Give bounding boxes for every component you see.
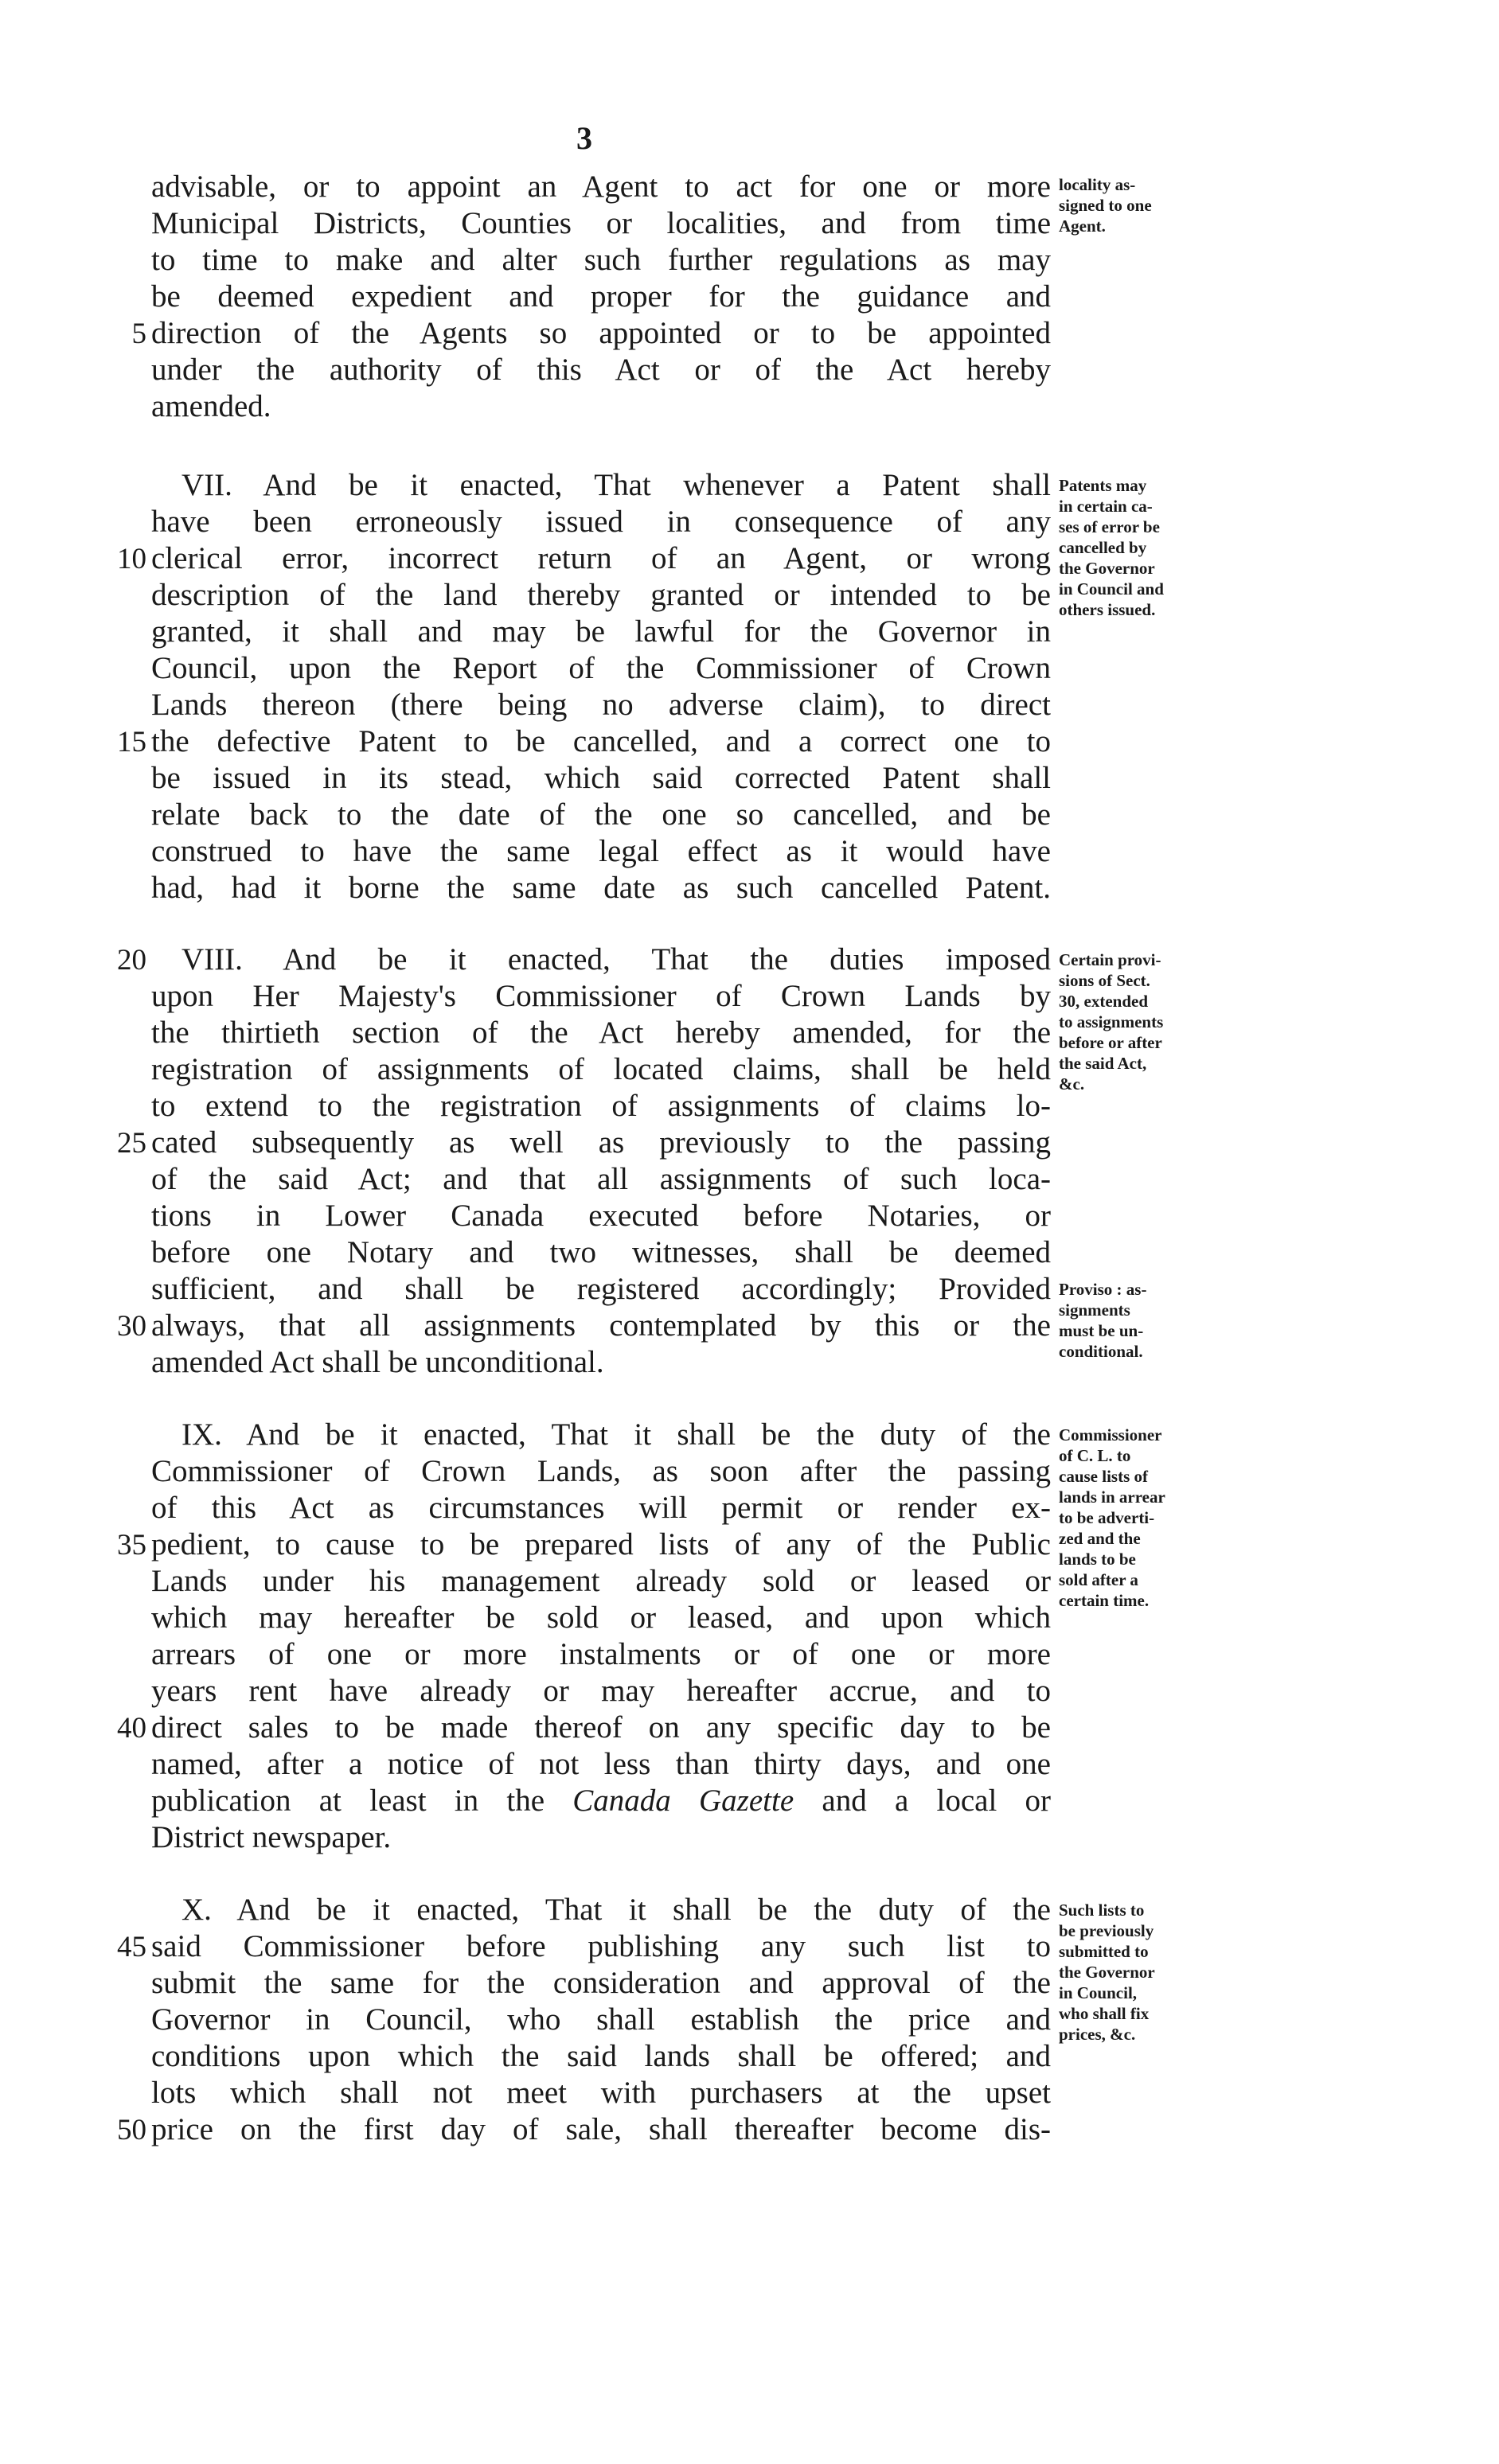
line-number: 25 xyxy=(117,1127,146,1160)
marginal-note-line: in Council and xyxy=(1059,579,1164,598)
text-line: direction of the Agents so appointed or to be appointed xyxy=(151,316,1051,350)
text-line: Governor in Council, who shall establish the price and xyxy=(151,2002,1051,2037)
text-line: District newspaper. xyxy=(151,1820,392,1854)
marginal-note-line: &c. xyxy=(1059,1074,1085,1094)
line-number: 5 xyxy=(131,318,146,350)
text-line: before one Notary and two witnesses, shall be deemed xyxy=(151,1235,1051,1269)
marginal-note-line: the Governor xyxy=(1059,1963,1155,1982)
marginal-note-line: lands to be xyxy=(1059,1550,1136,1569)
marginal-note-line: to assignments xyxy=(1059,1012,1164,1031)
marginal-note-line: who shall fix xyxy=(1059,2004,1150,2023)
marginal-note-line: before or after xyxy=(1059,1033,1162,1052)
text-line: amended. xyxy=(151,389,271,423)
text-line: be issued in its stead, which said corrected Patent shall xyxy=(151,761,1051,795)
text-line: Lands under his management already sold or leased or xyxy=(151,1564,1051,1598)
text-line: have been erroneously issued in consequence of any xyxy=(151,505,1051,539)
text-line: arrears of one or more instalments or of one or more xyxy=(151,1637,1051,1671)
text-line: cated subsequently as well as previously to the passing xyxy=(151,1125,1051,1160)
marginal-note-line: be previously xyxy=(1059,1921,1154,1940)
text-run: and a local or xyxy=(822,1784,1052,1818)
text-line: said Commissioner before publishing any such list to xyxy=(151,1929,1051,1963)
text-line: conditions upon which the said lands shall be offered; and xyxy=(151,2039,1051,2073)
text-line: which may hereafter be sold or leased, and upon which xyxy=(151,1600,1051,1635)
marginal-note-line: cancelled by xyxy=(1059,538,1147,557)
text-line: granted, it shall and may be lawful for the Governor in xyxy=(151,614,1051,649)
text-line: sufficient, and shall be registered accordingly; Provided xyxy=(151,1272,1051,1306)
text-line: advisable, or to appoint an Agent to act for one or more xyxy=(151,170,1051,204)
text-line: named, after a notice of not less than thirty days, and one xyxy=(151,1747,1051,1781)
marginal-note-line: sions of Sect. xyxy=(1059,971,1150,990)
line-number: 20 xyxy=(117,944,146,977)
text-line: under the authority of this Act or of the Act hereby xyxy=(151,353,1051,387)
marginal-note-line: the said Act, xyxy=(1059,1054,1147,1073)
text-line: of this Act as circumstances will permit or render ex- xyxy=(151,1491,1051,1525)
text-line: be deemed expedient and proper for the guidance and xyxy=(151,279,1051,314)
text-line: relate back to the date of the one so cancelled, and be xyxy=(151,797,1051,832)
text-line: VIII. And be it enacted, That the duties imposed xyxy=(182,942,1051,977)
marginal-note-line: submitted to xyxy=(1059,1942,1149,1961)
line-number: 50 xyxy=(117,2114,146,2146)
text-line: Municipal Districts, Counties or localities, and from time xyxy=(151,206,1051,240)
marginal-note-line: 30, extended xyxy=(1059,992,1148,1011)
text-line xyxy=(151,1785,1051,1816)
marginal-note-line: prices, &c. xyxy=(1059,2025,1136,2044)
marginal-note-line: lands in arrear xyxy=(1059,1487,1165,1507)
marginal-note-line: cause lists of xyxy=(1059,1467,1148,1486)
text-line: IX. And be it enacted, That it shall be the duty of the xyxy=(182,1417,1051,1452)
marginal-note-line: Proviso : as- xyxy=(1059,1280,1147,1299)
text-line: direct sales to be made thereof on any specific day to be xyxy=(151,1710,1051,1745)
line-number: 35 xyxy=(117,1529,146,1561)
text-line: of the said Act; and that all assignments of such loca- xyxy=(151,1162,1051,1196)
text-line: tions in Lower Canada executed before Notaries, or xyxy=(151,1199,1051,1233)
marginal-note-line: others issued. xyxy=(1059,600,1156,619)
marginal-note-line: Certain provi- xyxy=(1059,950,1161,969)
text-line: the thirtieth section of the Act hereby amended, for the xyxy=(151,1016,1051,1050)
line-number: 15 xyxy=(117,726,146,758)
text-line: had, had it borne the same date as such cancelled Patent. xyxy=(151,871,1051,905)
marginal-note-line: of C. L. to xyxy=(1059,1446,1131,1465)
text-line: submit the same for the consideration and approval of the xyxy=(151,1966,1051,2000)
marginal-note-line: zed and the xyxy=(1059,1529,1141,1548)
text-line: price on the first day of sale, shall thereafter become dis- xyxy=(151,2112,1051,2146)
text-run: publication at least in the xyxy=(151,1784,545,1818)
newspaper-title: Canada Gazette xyxy=(572,1784,794,1818)
marginal-note-line: the Governor xyxy=(1059,559,1155,578)
marginal-note-line: Patents may xyxy=(1059,476,1147,495)
marginal-note-line: locality as- xyxy=(1059,175,1136,194)
text-line: years rent have already or may hereafter accrue, and to xyxy=(151,1674,1051,1708)
marginal-note-line: to be adverti- xyxy=(1059,1508,1155,1527)
marginal-note-line: must be un- xyxy=(1059,1321,1144,1340)
marginal-note-line: Such lists to xyxy=(1059,1901,1145,1920)
marginal-note-line: ses of error be xyxy=(1059,517,1160,536)
text-line: Lands thereon (there being no adverse claim), to direct xyxy=(151,688,1051,722)
text-line: Council, upon the Report of the Commissioner of Crown xyxy=(151,651,1051,685)
marginal-note-line: Commissioner xyxy=(1059,1425,1162,1444)
marginal-note-line: signed to one xyxy=(1059,196,1152,215)
text-line: the defective Patent to be cancelled, and a correct one to xyxy=(151,724,1051,758)
text-line: construed to have the same legal effect as it would have xyxy=(151,834,1051,868)
text-line: X. And be it enacted, That it shall be the duty of the xyxy=(182,1893,1051,1927)
line-number: 45 xyxy=(117,1931,146,1963)
marginal-note-line: signments xyxy=(1059,1300,1130,1320)
text-line: Commissioner of Crown Lands, as soon after the passing xyxy=(151,1454,1051,1488)
line-number: 30 xyxy=(117,1310,146,1343)
text-line: VII. And be it enacted, That whenever a Patent shall xyxy=(182,468,1051,502)
text-line: clerical error, incorrect return of an Agent, or wrong xyxy=(151,541,1051,575)
marginal-note-line: in certain ca- xyxy=(1059,497,1153,516)
marginal-note-line: conditional. xyxy=(1059,1342,1143,1361)
marginal-note-line: sold after a xyxy=(1059,1570,1138,1589)
text-line: lots which shall not meet with purchasers at the upset xyxy=(151,2076,1051,2110)
line-number: 10 xyxy=(117,543,146,575)
text-line: registration of assignments of located claims, shall be held xyxy=(151,1052,1051,1086)
marginal-note-line: certain time. xyxy=(1059,1591,1150,1610)
marginal-note-line: Agent. xyxy=(1059,216,1106,236)
text-line: to extend to the registration of assignments of claims lo- xyxy=(151,1089,1051,1123)
line-number: 40 xyxy=(117,1712,146,1745)
page-number: 3 xyxy=(576,120,592,156)
text-line: upon Her Majesty's Commissioner of Crown Lands by xyxy=(151,979,1051,1013)
text-line: to time to make and alter such further regulations as may xyxy=(151,243,1051,277)
text-line: always, that all assignments contemplated by this or the xyxy=(151,1308,1051,1343)
marginal-note-line: in Council, xyxy=(1059,1983,1138,2002)
text-line: amended Act shall be unconditional. xyxy=(151,1345,604,1379)
text-line: pedient, to cause to be prepared lists of any of the Public xyxy=(151,1527,1051,1561)
text-line: description of the land thereby granted or intended to be xyxy=(151,578,1051,612)
